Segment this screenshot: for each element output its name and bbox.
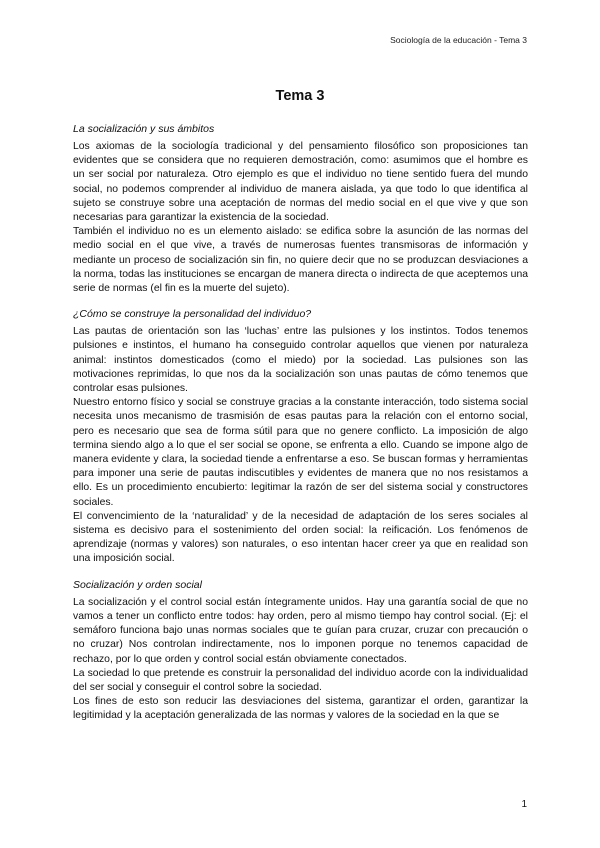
section-heading: La socialización y sus ámbitos — [73, 123, 215, 135]
section-heading: Socialización y orden social — [73, 578, 202, 591]
page-number: 1 — [521, 799, 527, 810]
paragraph: Los fines de esto son reducir las desviaciones del sistema, garantizar el orden, garantizar la legitimidad y la aceptación generalizada de las normas y valores de la sociedad en la que se — [73, 696, 528, 722]
paragraph: El convencimiento de la ‘naturalidad’ y de la necesidad de adaptación de los seres sociales al sistema es decisivo para el sostenimiento del orden social: la reificación. Los fenómenos de aprendizaje (normas y valores) son naturales, o eso intentan hacer creer ya que en realidad son una imposición social. — [73, 510, 528, 565]
paragraph: Las pautas de orientación son las ‘luchas’ entre las pulsiones y los instintos. Todos tenemos pulsiones e instintos, el humano ha conseguido controlar aquellos que vienen por naturaleza animal: instintos domesticados (como el miedo) por la sociedad. Las pulsiones son las motivaciones reprimidas, lo que nos da la socialización son unas pautas de cómo tenemos que controlar esas pulsiones. — [73, 326, 528, 395]
section-personalidad-individuo — [73, 307, 528, 566]
section-heading: ¿Cómo se construye la personalidad del individuo? — [73, 308, 312, 321]
section-socializacion-ambitos — [73, 122, 528, 296]
document-body — [73, 122, 528, 735]
paragraph: Nuestro entorno físico y social se construye gracias a la constante interacción, todo sistema social necesita unos mecanismo de trasmisión de esas pautas para la relación con el entorno social, pero es necesario que sea de forma sútil para que no genere conflicto. La imposición de algo termina siendo algo a lo que el ser social se opone, se enfrenta a ello. Cuando se impone algo de manera evidente y clara, la sociedad tiende a enfrentarse a eso. Se buscan formas y herramientas para imponer una serie de pautas indiscutibles y evidentes de manera que no nos resistamos a ello. Es un procedimiento encubierto: legitimar la razón de ser del sistema social y constructores sociales. — [73, 397, 528, 508]
paragraph: La socialización y el control social están íntegramente unidos. Hay una garantía social de que no vamos a tener un conflicto entre todos: hay orden, pero al mismo tiempo hay control social. (Ej: el semáforo funciona bajo unas normas sociales que te guían para cruzar, cruzar con precaución o no cruzar) Nos controlan indirectamente, nos lo imponen porque no tenemos capacidad de rechazo, por lo que orden y control social están obviamente conectados. — [73, 596, 528, 665]
paragraph: También el individuo no es un elemento aislado: se edifica sobre la asunción de las normas del medio social en el que vive, a través de numerosas fuentes transmisoras de información y mediante un proceso de socialización sin fin, no quiere decir que no se produzcan desviaciones a la norma, todas las instituciones se encargan de manera directa o indirecta de que aceptemos una serie de normas (el fin es la muerte del sujeto). — [73, 226, 528, 295]
section-orden-social — [73, 578, 528, 724]
page-title: Tema 3 — [275, 88, 325, 104]
paragraph: La sociedad lo que pretende es construir la personalidad del individuo acorde con la individualidad del ser social y conseguir el control sobre la sociedad. — [73, 667, 528, 693]
paragraph: Los axiomas de la sociología tradicional y del pensamiento filosófico son proposiciones tan evidentes que se considera que no requieren demostración, como: asumimos que el hombre es un ser social por naturaleza. Otro ejemplo es que el individuo no tiene sentido fuera del mundo social, no podemos comprender al individuo de manera aislada, ya que todo lo que identifica al sujeto se construye sobre una aceptación de normas del medio social en el que vive y que son necesarias para garantizar la existencia de la sociedad. — [73, 141, 528, 224]
running-header: Sociología de la educación - Tema 3 — [390, 35, 527, 45]
